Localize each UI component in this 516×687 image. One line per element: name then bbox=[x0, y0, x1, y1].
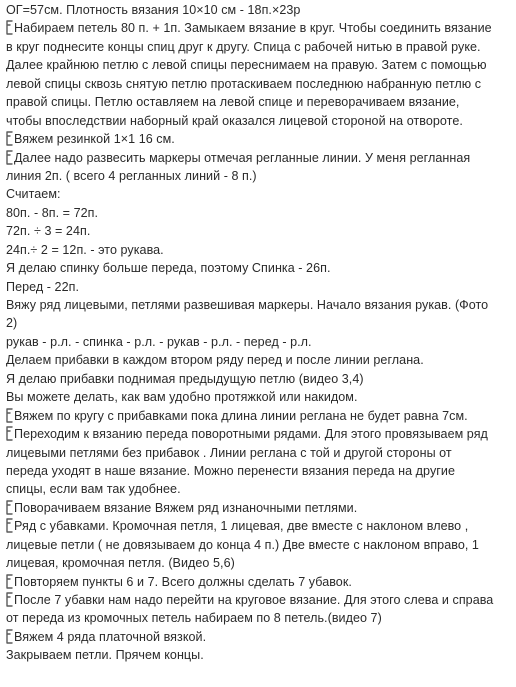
text-line bbox=[6, 75, 512, 93]
line-text: спицы, если вам так удобнее. bbox=[6, 482, 181, 497]
line-text: лицевая, кромочная петля. (Видео 5,6) bbox=[6, 556, 235, 571]
text-line bbox=[6, 241, 512, 259]
line-text: Вяжу ряд лицевыми, петлями развешивая маркеры. Начало вязания рукав. (Фото bbox=[6, 298, 489, 312]
line-text: в круг поднесите концы спиц друг к другу. Спица с рабочей нитью в правой руке. bbox=[6, 39, 481, 54]
text-line bbox=[6, 480, 512, 498]
text-line bbox=[6, 38, 512, 56]
text-line bbox=[6, 407, 512, 425]
text-line bbox=[6, 259, 512, 277]
line-text: Набираем петель 80 п. + 1п. Замыкаем вязание в круг. Чтобы соединить вязание bbox=[14, 21, 492, 36]
text-line bbox=[6, 1, 512, 19]
text-line bbox=[6, 388, 512, 406]
line-text: 24п.÷ 2 = 12п. - это рукава. bbox=[6, 242, 164, 257]
text-line bbox=[6, 112, 512, 130]
text-line bbox=[6, 573, 512, 591]
line-text: Делаем прибавки в каждом втором ряду перед и после линии реглана. bbox=[6, 353, 424, 368]
text-line bbox=[6, 462, 512, 480]
text-line bbox=[6, 444, 512, 462]
text-line bbox=[6, 554, 512, 572]
text-line bbox=[6, 19, 512, 37]
pushpin-icon bbox=[6, 518, 13, 533]
text-line bbox=[6, 425, 512, 443]
line-text: лицевые петли ( не довязываем до конца 4 п.) Две вместе с наклоном вправо, 1 bbox=[6, 537, 479, 552]
line-text: рукав - р.л. - спинка - р.л. - рукав - р.л. - перед - р.л. bbox=[6, 334, 312, 349]
pushpin-icon bbox=[6, 500, 13, 515]
line-text: Закрываем петли. Прячем концы. bbox=[6, 648, 204, 663]
text-line bbox=[6, 185, 512, 203]
pushpin-icon bbox=[6, 592, 13, 607]
pushpin-icon bbox=[6, 574, 13, 589]
pushpin-icon bbox=[6, 150, 13, 165]
line-text: Вяжем по кругу с прибавками пока длина линии реглана не будет равна 7см. bbox=[14, 408, 468, 423]
text-line bbox=[6, 149, 512, 167]
pushpin-icon bbox=[6, 408, 13, 423]
text-line bbox=[6, 517, 512, 535]
line-text: переда уходят в наше вязание. Можно перенести вязания переда на другие bbox=[6, 463, 455, 478]
line-text: чтобы впоследствии наборный край оказался лицевой стороной на отвороте. bbox=[6, 113, 463, 128]
line-text: Считаем: bbox=[6, 187, 61, 202]
line-text: Далее надо развесить маркеры отмечая регланные линии. У меня регланная bbox=[14, 150, 471, 165]
line-text: левой спицы сквозь снятую петлю протаскиваем последнюю набранную петлю с bbox=[6, 76, 482, 91]
line-text: Далее крайнюю петлю с левой спицы переснимаем на правую. Затем с помощью bbox=[6, 58, 487, 73]
text-line bbox=[6, 204, 512, 222]
text-line bbox=[6, 296, 512, 314]
line-text: Я делаю прибавки поднимая предыдущую петлю (видео 3,4) bbox=[6, 371, 364, 386]
knitting-instructions bbox=[6, 1, 512, 665]
line-text: Вы можете делать, как вам удобно протяжкой или накидом. bbox=[6, 390, 358, 405]
text-line bbox=[6, 56, 512, 74]
text-line bbox=[6, 609, 512, 627]
line-text: Поворачиваем вязание Вяжем ряд изнаночными петлями. bbox=[14, 500, 358, 515]
line-text: 2) bbox=[6, 316, 18, 331]
text-line bbox=[6, 222, 512, 240]
pushpin-icon bbox=[6, 20, 13, 35]
text-line bbox=[6, 314, 512, 332]
line-text: Повторяем пункты 6 и 7. Всего должны сделать 7 убавок. bbox=[14, 574, 352, 589]
line-text: Перед - 22п. bbox=[6, 279, 79, 294]
line-text: Переходим к вязанию переда поворотными рядами. Для этого провязываем ряд bbox=[14, 427, 488, 442]
pushpin-icon bbox=[6, 131, 13, 146]
line-text: лицевыми петлями без прибавок . Линии реглана с той и другой стороны от bbox=[6, 445, 452, 460]
text-line bbox=[6, 93, 512, 111]
pushpin-icon bbox=[6, 629, 13, 644]
text-line bbox=[6, 646, 512, 664]
text-line bbox=[6, 370, 512, 388]
text-line bbox=[6, 591, 512, 609]
line-text: правой спицы. Петлю оставляем на левой спице и переворачиваем вязание, bbox=[6, 95, 460, 110]
line-text: Вяжем резинкой 1×1 16 см. bbox=[14, 132, 175, 147]
text-line bbox=[6, 278, 512, 296]
text-line bbox=[6, 167, 512, 185]
text-line bbox=[6, 130, 512, 148]
text-line bbox=[6, 333, 512, 351]
text-line bbox=[6, 499, 512, 517]
pushpin-icon bbox=[6, 426, 13, 441]
line-text: 80п. - 8п. = 72п. bbox=[6, 205, 99, 220]
line-text: Я делаю спинку больше переда, поэтому Спинка - 26п. bbox=[6, 261, 331, 276]
line-text: Вяжем 4 ряда платочной вязкой. bbox=[14, 629, 207, 644]
text-line bbox=[6, 536, 512, 554]
text-line bbox=[6, 351, 512, 369]
line-text: После 7 убавки нам надо перейти на круговое вязание. Для этого слева и справа bbox=[14, 593, 494, 607]
line-text: ОГ=57см. Плотность вязания 10×10 см - 18п.×23р bbox=[6, 3, 301, 17]
line-text: Ряд с убавками. Кромочная петля, 1 лицевая, две вместе с наклоном влево , bbox=[14, 519, 469, 534]
line-text: линия 2п. ( всего 4 регланных линий - 8 п.) bbox=[6, 168, 257, 183]
line-text: от переда из кромочных петель набираем по 8 петель.(видео 7) bbox=[6, 611, 382, 626]
line-text: 72п. ÷ 3 = 24п. bbox=[6, 224, 91, 239]
text-line bbox=[6, 628, 512, 646]
